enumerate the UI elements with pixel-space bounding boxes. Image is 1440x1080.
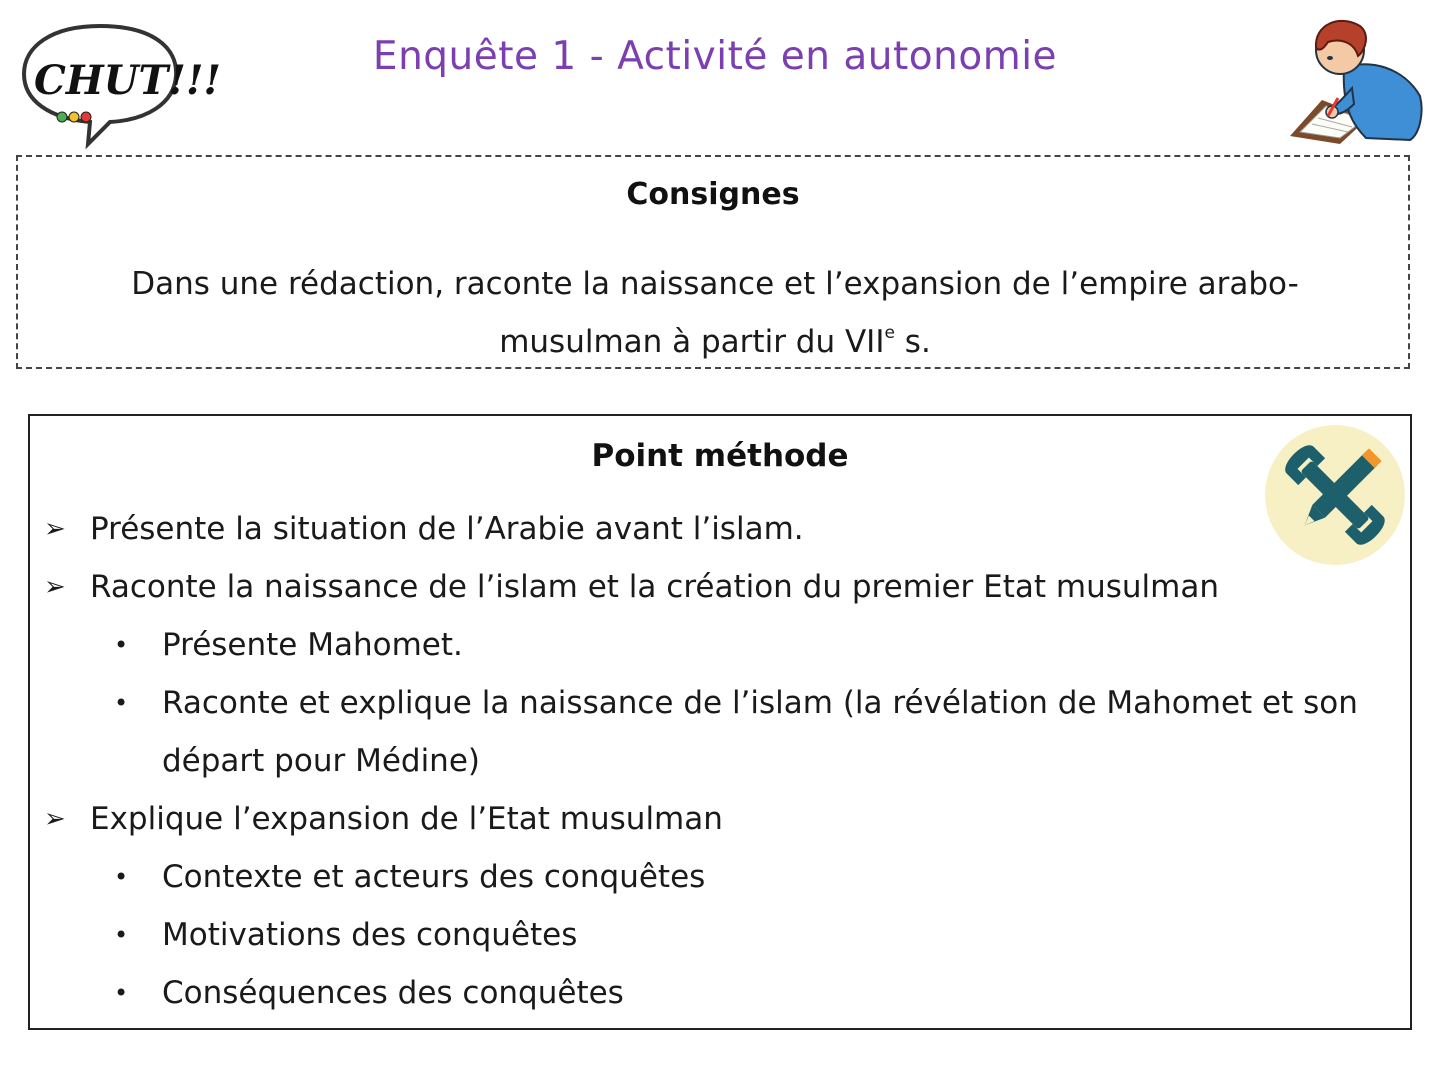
list-item-text: Contexte et acteurs des conquêtes [162, 859, 706, 895]
list-item-text: Présente Mahomet. [162, 627, 463, 663]
dot-bullet-icon: • [114, 921, 129, 949]
list-item-text: Motivations des conquêtes [162, 917, 578, 953]
page-title: Enquête 1 - Activité en autonomie [372, 34, 1058, 79]
list-item-text: Présente la situation de l’Arabie avant l’islam. [90, 511, 804, 547]
list-item [30, 790, 1410, 848]
methode-title: Point méthode [591, 438, 849, 474]
list-item-text: Conséquences des conquêtes [162, 975, 624, 1011]
list-item-text: Explique l’expansion de l’Etat musulman [90, 801, 723, 837]
methode-box [28, 414, 1412, 1030]
dot-bullet-icon: • [114, 863, 129, 891]
list-item-text: Raconte et explique la naissance de l’islam (la révélation de Mahomet et son départ pour Médine) [162, 685, 1358, 779]
logo-text: CHUT!!! [34, 57, 221, 104]
arrow-bullet-icon: ➢ [44, 804, 66, 834]
list-item-text: Raconte la naissance de l’islam et la création du premier Etat musulman [90, 569, 1220, 605]
list-item [30, 674, 1410, 790]
arrow-bullet-icon: ➢ [44, 572, 66, 602]
list-item [30, 558, 1410, 616]
list-item [30, 848, 1410, 906]
methode-list [30, 500, 1410, 1022]
consignes-text [78, 255, 1352, 371]
consignes-title: Consignes [626, 177, 800, 212]
list-item [30, 500, 1410, 558]
arrow-bullet-icon: ➢ [44, 514, 66, 544]
consignes-text-main: Dans une rédaction, raconte la naissance et l’expansion de l’empire arabo-musulman à partir du VII [131, 266, 1299, 360]
speech-bubble-icon [18, 20, 221, 150]
consignes-box [16, 155, 1410, 369]
dot-bullet-icon: • [114, 979, 129, 1007]
list-item [30, 906, 1410, 964]
dot-bullet-icon: • [114, 689, 129, 717]
chut-logo [18, 20, 221, 150]
list-item [30, 964, 1410, 1022]
consignes-text-end: s. [894, 324, 931, 360]
list-item [30, 616, 1410, 674]
dot-bullet-icon: • [114, 631, 129, 659]
writing-boy-icon [1282, 8, 1427, 148]
consignes-text-sup: e [884, 323, 895, 343]
